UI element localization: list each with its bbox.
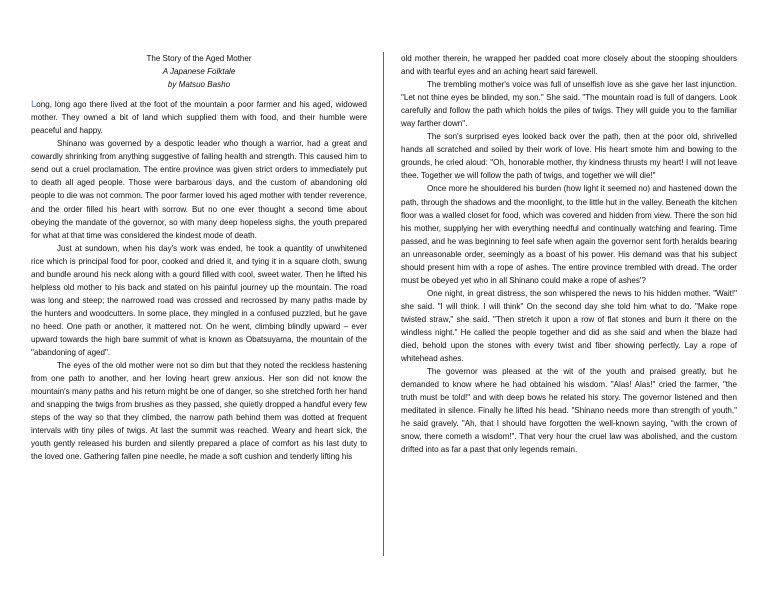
- drop-cap-letter: L: [31, 99, 37, 111]
- right-column: [401, 52, 737, 456]
- title-block: [31, 52, 367, 91]
- paragraph: Shinano was governed by a despotic leader who though a warrior, had a great and cowardly shrinking from anything suggestive of failing health and strength. This caused him to send out a cruel proclamation. The entire province was given strict orders to immediately put to death all aged people. Those were barbarous days, and the custom of abandoning old people to die was not common. The poor farmer loved his aged mother with tender reverence, and the order filled his heart with sorrow. But no one ever thought a second time about obeying the mandate of the governor, so with many deep hopeless sighs, the youth prepared for what at that time was considered the kindest mode of death.: [31, 139, 367, 240]
- left-column: [31, 52, 367, 463]
- paragraph: Just at sundown, when his day's work was ended, he took a quantity of unwhitened rice which is principal food for poor, cooked and dried it, and tying it in a square cloth, swung and bundle around his neck along with a gourd filled with cool, sweet water. Then he lifted his helpless old mother to his back and stated on his painful journey up the mountain. The road was long and steep; the narrowed road was crossed and recrossed by many paths made by the hunters and woodcutters. In some place, they mingled in a confused puzzled, but he gave no heed. One path or another, it mattered not. On he went, climbing blindly upward – ever upward towards the high bare summit of what is known as Obatsuyama, the mountain of the "abandoning of aged".: [31, 243, 367, 358]
- story-byline: by Matsuo Basho: [167, 80, 231, 90]
- paragraph: The governor was pleased at the wit of the youth and praised greatly, but he demanded to know where he had obtained his wisdom. "Alas! Alas!" cried the farmer, "the truth must be told!" and with deep bows he related his story. The governor listened and then meditated in silence. Finally he lifted his head. "Shinano needs more than strength of youth," he said gravely. "Ah, that I should have forgotten the well-known saying, "with the crown of snow, there cometh a wisdom!". That very hour the cruel law was abolished, and the custom drifted into as far a past that only legends remain.: [401, 367, 737, 455]
- story-subtitle: A Japanese Folktale: [162, 67, 236, 77]
- paragraph: Once more he shouldered his burden (how light it seemed no) and hastened down the path, through the shadows and the moonlight, to the little hut in the valley. Beneath the kitchen floor was a walled closet for food, which was covered and hidden from view. There the son hid his mother, supplying her with everything needful and continually watching and fearing. Time passed, and he was beginning to feel safe when again the governor sent forth heralds bearing an unreasonable order, seemingly as a boast of his power. His demand was that his subject should present him with a rope of ashes. The entire province trembled with dread. The order must be obeyed yet who in all Shinano could make a rope of ashes'?: [401, 184, 737, 285]
- paragraph-continuation: old mother therein, he wrapped her padded coat more closely about the stooping shoulders and with tearful eyes and an aching heart said farewell.: [401, 54, 737, 77]
- paragraph: [31, 98, 367, 137]
- paragraph: The son's surprised eyes looked back over the path, then at the poor old, shrivelled hands all scratched and soiled by their work of love. His heart smote him and bowing to the grounds, he cried aloud: "Oh, honorable mother, thy kindness thrusts my heart! I will not leave thee. Together we will follow the path of twigs, and together we will die!": [401, 132, 737, 181]
- paragraph-text: ong, long ago there lived at the foot of the mountain a poor farmer and his aged, widowed mother. They owned a bit of land which supplied them with food, and their humble were peaceful and happy.: [31, 100, 367, 136]
- paragraph: The eyes of the old mother were not so dim but that they noted the reckless hastening from one path to another, and her loving heart grew anxious. Her son did not know the mountain's many paths and his return might be one of danger, so she stretched forth her hand and snapping the twigs from brushes as they passed, she quietly dropped a handful every few steps of the way so that they climbed, the narrow path behind them was dotted at frequent intervals with tiny piles of twigs. At last the summit was reached. Weary and heart sick, the youth gently released his burden and silently prepared a place of comfort as his last duty to the loved one. Gathering fallen pine needle, he made a soft cushion and tenderly lifting his: [31, 361, 367, 462]
- story-title: The Story of the Aged Mother: [146, 54, 252, 63]
- paragraph: The trembling mother's voice was full of unselfish love as she gave her last injunction. "Let not thine eyes be blinded, my son." She said. "The mountain road is full of dangers. Look carefully and follow the path which holds the piles of twigs. They will guide you to the familiar way farther down".: [401, 80, 737, 129]
- column-divider: [383, 52, 384, 556]
- paragraph: One night, in great distress, the son whispered the news to his hidden mother. "Wait!" she said. "I will think. I will think" On the second day she told him what to do. "Make rope twisted straw," she said. "Then stretch it upon a row of flat stones and burn it there on the windless night." He called the people together and did as she said and when the blaze had died, behold upon the stones with every twist and fiber showing perfectly. Lay a rope of whitehead ashes.: [401, 288, 737, 364]
